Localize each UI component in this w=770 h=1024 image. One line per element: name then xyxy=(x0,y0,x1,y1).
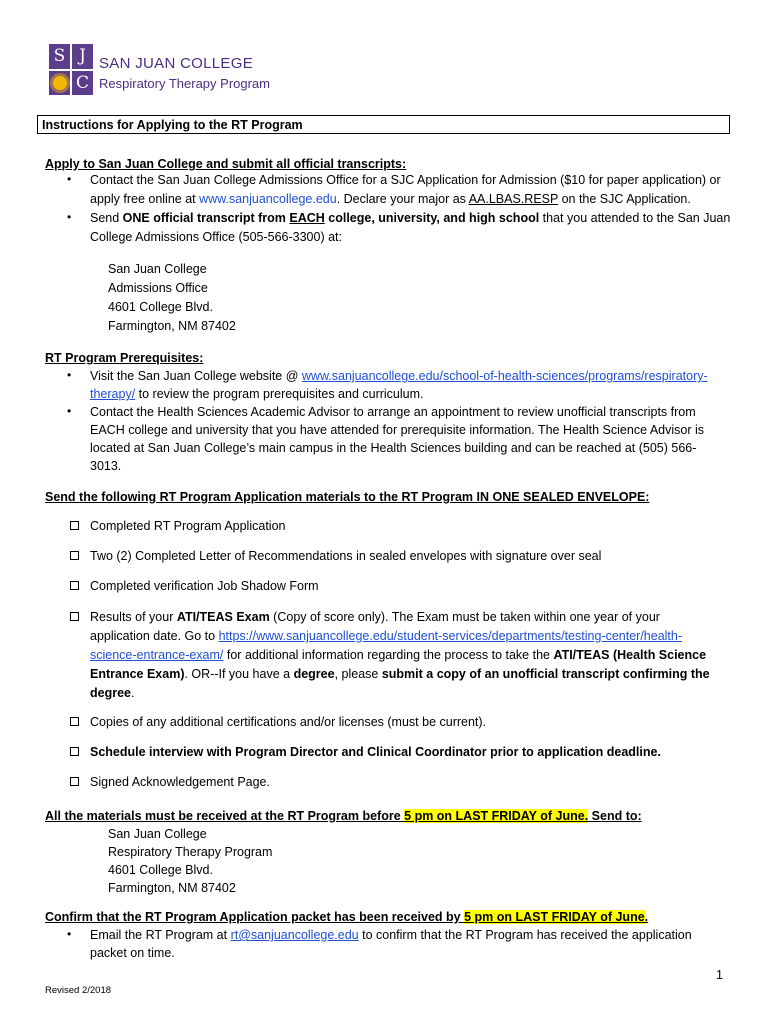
page-number: 1 xyxy=(716,968,723,982)
rt-address-line: San Juan College xyxy=(108,827,207,841)
apply-bullet-2-line-1: Send ONE official transcript from EACH college, university, and high school that you attended to the San Juan xyxy=(90,211,731,225)
material-item-4-line-2: application date. Go to https://www.sanjuancollege.edu/student-services/departments/testing-center/health- xyxy=(90,629,683,643)
bullet-icon: • xyxy=(67,210,72,224)
material-item-4-line-3: science-entrance-exam/ for additional information regarding the process to take the ATI/TEAS (Health Science xyxy=(90,648,707,662)
material-item: Signed Acknowledgement Page. xyxy=(90,775,270,789)
revision-footer: Revised 2/2018 xyxy=(45,985,112,996)
testing-center-link[interactable]: https://www.sanjuancollege.edu/student-services/departments/testing-center/health- xyxy=(218,629,683,643)
confirm-highlight: 5 pm on LAST FRIDAY of June xyxy=(464,910,645,924)
checkbox-icon xyxy=(70,551,79,560)
bullet-icon: • xyxy=(67,172,72,186)
logo-subtitle: Respiratory Therapy Program xyxy=(99,76,270,91)
material-item: Completed RT Program Application xyxy=(90,519,286,533)
rt-address-line: Respiratory Therapy Program xyxy=(108,845,273,859)
material-item: Two (2) Completed Letter of Recommendations in sealed envelopes with signature over seal xyxy=(90,549,602,563)
apply-heading: Apply to San Juan College and submit all official transcripts: xyxy=(45,157,407,171)
prereq-bullet-2-line: located at San Juan College’s main campus in the Health Sciences building and can be reached at (505) 566- xyxy=(90,441,697,455)
prereq-bullet-2-line: 3013. xyxy=(90,459,122,473)
apply-bullet-1-line-2: apply free online at www.sanjuancollege.edu. Declare your major as AA.LBAS.RESP on the SJC Application. xyxy=(90,192,691,206)
checkbox-icon xyxy=(70,521,79,530)
instructions-banner: Instructions for Applying to the RT Program xyxy=(37,115,730,134)
sjc-website-link[interactable]: www.sanjuancollege.edu xyxy=(199,192,337,206)
logo-mark xyxy=(49,44,93,95)
prereq-bullet-2-line: EACH college and university that you have attended for prerequisite information. The Health Science Advisor is xyxy=(90,423,704,437)
deadline-heading: All the materials must be received at the RT Program before 5 pm on LAST FRIDAY of June. Send to: xyxy=(45,809,642,823)
rt-email-link[interactable]: rt@sanjuancollege.edu xyxy=(230,928,359,942)
prereq-website-link[interactable]: www.sanjuancollege.edu/school-of-health-sciences/programs/respiratory- xyxy=(301,369,708,383)
rt-address-line: Farmington, NM 87402 xyxy=(108,881,236,895)
rt-address-line: 4601 College Blvd. xyxy=(108,863,213,877)
apply-bullet-2-line-2: College Admissions Office (505-566-3300) at: xyxy=(90,230,342,244)
materials-heading: Send the following RT Program Application materials to the RT Program IN ONE SEALED ENVELOPE: xyxy=(45,490,650,504)
san-juan-college-logo xyxy=(49,44,291,100)
confirm-heading: Confirm that the RT Program Application packet has been received by 5 pm on LAST FRIDAY of June. xyxy=(45,910,649,924)
logo-letter-j: J xyxy=(72,44,93,69)
checkbox-icon xyxy=(70,717,79,726)
admissions-address-line: Farmington, NM 87402 xyxy=(108,319,236,333)
admissions-address-line: Admissions Office xyxy=(108,281,208,295)
sun-icon xyxy=(49,71,70,96)
material-item-4-line-4: Entrance Exam). OR--If you have a degree, please submit a copy of an unofficial transcript confirming the xyxy=(90,667,710,681)
bullet-icon: • xyxy=(67,368,72,382)
logo-letter-s: S xyxy=(49,44,70,69)
apply-bullet-1-line-1: Contact the San Juan College Admissions Office for a SJC Application for Admission ($10 for paper application) or xyxy=(90,173,721,187)
major-code: AA.LBAS.RESP xyxy=(468,192,559,206)
material-item: Copies of any additional certifications and/or licenses (must be current). xyxy=(90,715,487,729)
material-item: Completed verification Job Shadow Form xyxy=(90,579,319,593)
prereq-heading: RT Program Prerequisites: xyxy=(45,351,204,365)
bullet-icon: • xyxy=(67,927,72,941)
logo-letter-c: C xyxy=(72,71,93,96)
deadline-highlight: 5 pm on LAST FRIDAY of June. xyxy=(404,809,589,823)
material-item-4-line-5: degree. xyxy=(90,686,135,700)
material-item-4-line-1: Results of your ATI/TEAS Exam (Copy of score only). The Exam must be taken within one year of your xyxy=(90,610,660,624)
checkbox-icon xyxy=(70,747,79,756)
testing-center-link-cont[interactable]: science-entrance-exam/ xyxy=(90,648,224,662)
prereq-bullet-2-line: Contact the Health Sciences Academic Advisor to arrange an appointment to review unofficial transcripts from xyxy=(90,405,696,419)
admissions-address-line: San Juan College xyxy=(108,262,207,276)
checkbox-icon xyxy=(70,581,79,590)
confirm-bullet-line-2: packet on time. xyxy=(90,946,175,960)
prereq-bullet-1-line-2: therapy/ to review the program prerequisites and curriculum. xyxy=(90,387,424,401)
checkbox-icon xyxy=(70,777,79,786)
bullet-icon: • xyxy=(67,404,72,418)
material-item: Schedule interview with Program Director and Clinical Coordinator prior to application deadline. xyxy=(90,745,661,759)
prereq-bullet-1-line-1: Visit the San Juan College website @ www.sanjuancollege.edu/school-of-health-sciences/programs/respiratory- xyxy=(90,369,708,383)
logo-title: SAN JUAN COLLEGE xyxy=(99,55,254,72)
prereq-website-link-cont[interactable]: therapy/ xyxy=(90,387,136,401)
admissions-address-line: 4601 College Blvd. xyxy=(108,300,213,314)
checkbox-icon xyxy=(70,612,79,621)
confirm-bullet-line-1: Email the RT Program at rt@sanjuancollege.edu to confirm that the RT Program has received the application xyxy=(90,928,692,942)
